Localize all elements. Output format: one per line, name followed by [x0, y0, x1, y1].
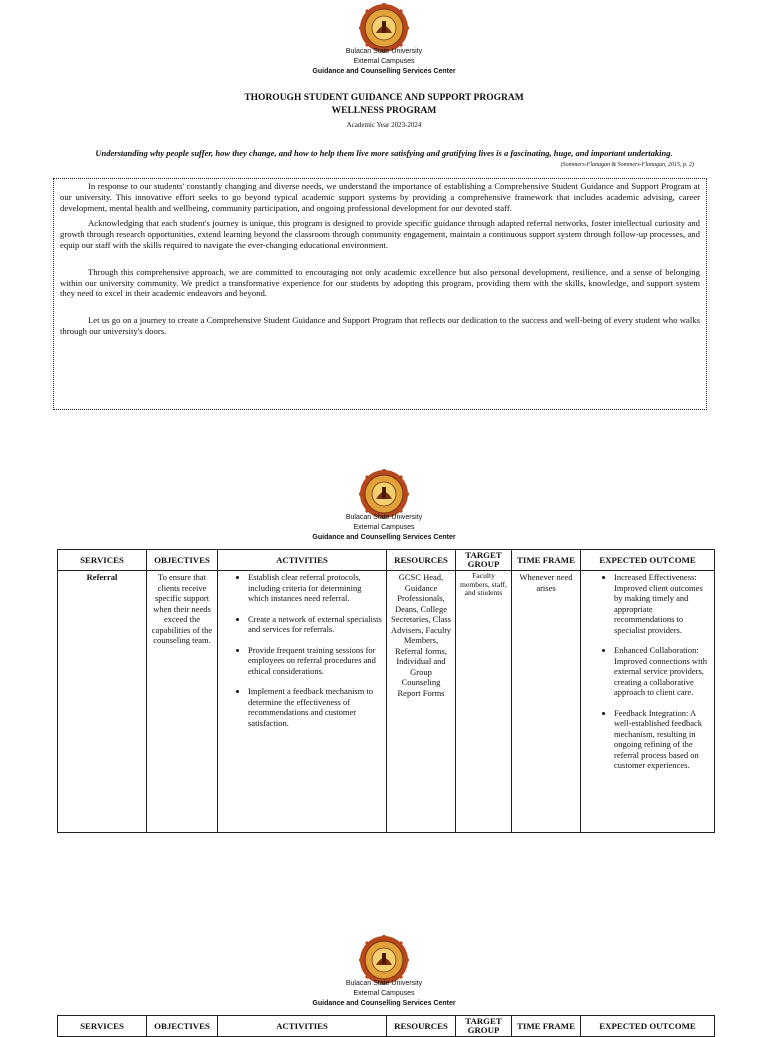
header-activities: ACTIVITIES — [218, 1016, 387, 1037]
introduction-box — [53, 178, 707, 410]
university-seal-logo — [359, 935, 409, 985]
center-name: Guidance and Counselling Services Center — [312, 534, 456, 541]
campus-name: External Campuses — [353, 990, 415, 997]
activities-cell — [218, 571, 387, 833]
program-title-block — [0, 92, 768, 131]
header-block-3 — [0, 979, 768, 1009]
activity-item: • Create a network of external specialists and services for referrals. — [248, 614, 383, 635]
university-name: Bulacan State University — [345, 514, 423, 521]
header-block-1 — [0, 47, 768, 77]
table-row — [58, 571, 715, 833]
outcome-item: • Enhanced Collaboration: Improved connections with external service providers, creating a collaborative approach to client care. — [614, 645, 711, 698]
activity-item: • Implement a feedback mechanism to determine the effectiveness of recommendations and customer satisfaction. — [248, 686, 383, 728]
center-name: Guidance and Counselling Services Center — [312, 1000, 456, 1007]
program-table-continued — [57, 1015, 715, 1037]
intro-paragraph-4: Let us go on a journey to create a Comprehensive Student Guidance and Support Program that reflects our dedication to the success and well-being of every student who walks through our university's doors. — [60, 315, 700, 336]
program-table — [57, 549, 715, 833]
header-resources: RESOURCES — [387, 1016, 456, 1037]
service-cell: Referral — [58, 571, 147, 833]
header-time-frame: TIME FRAME — [512, 1016, 581, 1037]
campus-name: External Campuses — [353, 58, 415, 65]
campus-name: External Campuses — [353, 524, 415, 531]
outcome-item: • Increased Effectiveness: Improved client outcomes by making timely and appropriate recommendations to specialist providers. — [614, 572, 711, 635]
center-name: Guidance and Counselling Services Center — [312, 68, 456, 75]
intro-paragraph-3: Through this comprehensive approach, we are committed to encouraging not only academic excellence but also personal development, resilience, and a sense of belonging within our university community. We predict a transformative experience for our students by adopting this program, providing them with the skills, knowledge, and support system they need to excel in their academic endeavors and beyond. — [60, 266, 700, 299]
header-target-group: TARGET GROUP — [456, 550, 512, 571]
academic-year: Academic Year 2023-2024 — [346, 121, 422, 129]
time-frame-cell: Whenever need arises — [512, 571, 581, 833]
quote-citation: (Sommers-Flanagan & Sommers-Flanagan, 2015, p. 2) — [560, 162, 694, 168]
header-services: SERVICES — [58, 1016, 147, 1037]
university-seal-logo — [359, 3, 409, 53]
outcome-item: • Feedback Integration: A well-established feedback mechanism, resulting in ongoing refining of the referral process based on customer experiences. — [614, 708, 711, 771]
intro-paragraph-1: In response to our students' constantly changing and diverse needs, we understand the importance of establishing a Comprehensive Student Guidance and Support Program at our university. This innovative effort seeks to go beyond typical academic support systems by providing a comprehensive framework that includes academic advising, career development, mental health and wellbeing, community participation, and ongoing professional development for our devoted staff. — [60, 181, 700, 213]
opening-quote: Understanding why people suffer, how they change, and how to help them live more satisfying and gratifying lives is a fascinating, huge, and important undertaking. — [95, 148, 673, 158]
header-resources: RESOURCES — [387, 550, 456, 571]
target-group-cell: Faculty members, staff, and students — [456, 571, 512, 833]
outcome-cell — [581, 571, 715, 833]
university-name: Bulacan State University — [345, 48, 423, 55]
header-objectives: OBJECTIVES — [147, 550, 218, 571]
header-activities: ACTIVITIES — [218, 550, 387, 571]
header-expected-outcome: EXPECTED OUTCOME — [581, 1016, 715, 1037]
university-name: Bulacan State University — [345, 980, 423, 987]
university-seal-logo — [359, 469, 409, 519]
resources-cell: GCSC Head, Guidance Professionals, Deans, College Secretaries, Class Advisers, Faculty Members, Referral forms, Individual and Group Counseling Report Forms — [387, 571, 456, 833]
activity-item: • Provide frequent training sessions for employees on referral procedures and ethical considerations. — [248, 645, 383, 677]
header-services: SERVICES — [58, 550, 147, 571]
header-block-2 — [0, 513, 768, 543]
next-page-table-clip — [0, 1015, 768, 1035]
activity-item: • Establish clear referral protocols, including criteria for determining which instances need referral. — [248, 572, 383, 604]
program-title: THOROUGH STUDENT GUIDANCE AND SUPPORT PROGRAM — [244, 93, 524, 103]
header-time-frame: TIME FRAME — [512, 550, 581, 571]
program-subtitle: WELLNESS PROGRAM — [331, 106, 437, 116]
header-expected-outcome: EXPECTED OUTCOME — [581, 550, 715, 571]
objective-cell: To ensure that clients receive specific support when their needs exceed the capabilities of the counseling team. — [147, 571, 218, 833]
intro-paragraph-2: Acknowledging that each student's journey is unique, this program is designed to provide specific guidance through adapted referral networks, foster intellectual curiosity and growth through research opportunities, extend learning beyond the classroom through community engagement, maintain a continuous support system through follow-up processes, and equip our staff with the skills required to navigate the ever-changing educational environment. — [60, 218, 700, 250]
header-objectives: OBJECTIVES — [147, 1016, 218, 1037]
header-target-group: TARGET GROUP — [456, 1016, 512, 1037]
